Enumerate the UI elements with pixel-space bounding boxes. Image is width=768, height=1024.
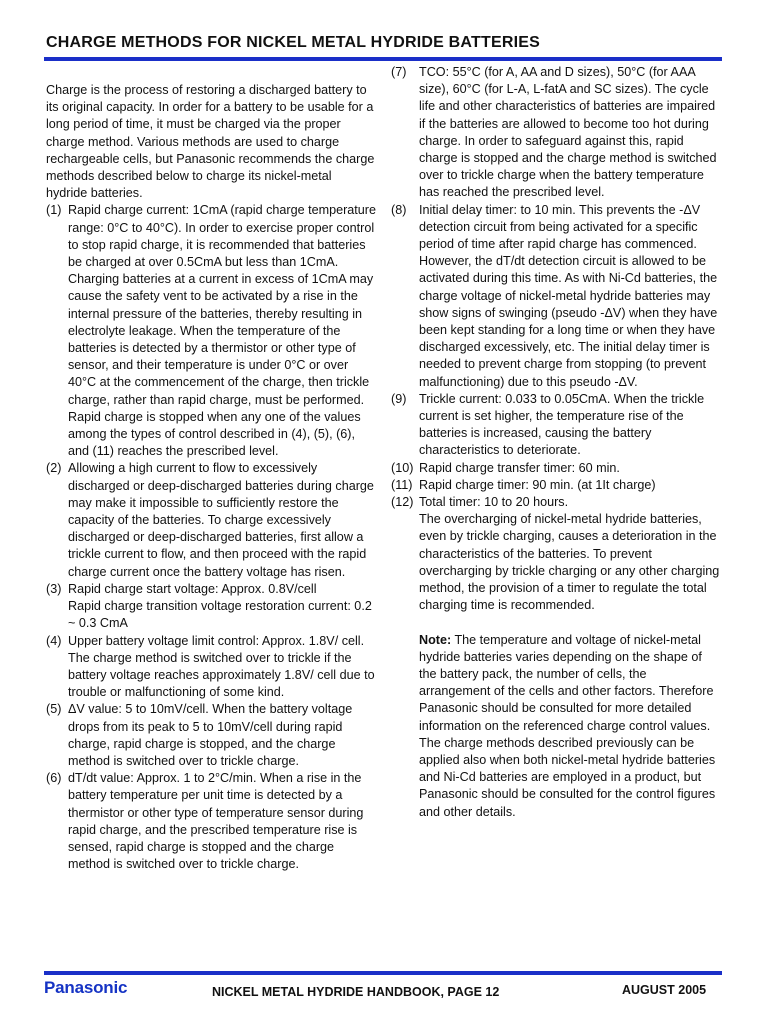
item-text: Allowing a high current to flow to excessively discharged or deep-discharged batteries during charge may make it impossible to sufficiently restore the capacity of the batteries. To charge excessively discharged or deep-discharged batteries, first allow a trickle current to flow, and then proceed with the rapid charge current once the battery voltage has risen. <box>68 461 374 579</box>
item-text: Trickle current: 0.033 to 0.05CmA. When the trickle current is set higher, the temperature rise of the batteries is increased, causing the battery characteristics to deteriorate. <box>419 391 705 458</box>
item-text: Total timer: 10 to 20 hours. <box>419 495 569 510</box>
item-text: ΔV value: 5 to 10mV/cell. When the battery voltage drops from its peak to 5 to 10mV/cell during rapid charge, rapid charge is stopped, and the charge method is switched over to trickle charge. <box>68 702 353 768</box>
list-item-5 <box>46 701 376 770</box>
list-item-3 <box>46 581 376 633</box>
item-number: (8) <box>391 202 407 217</box>
item-text: Upper battery voltage limit control: Approx. 1.8V/ cell. The charge method is switched over to trickle if the battery voltage reaches approximately 1.8V/ cell due to trouble or malfunctioning of some kind. <box>68 633 375 700</box>
item-text: dT/dt value: Approx. 1 to 2°C/min. When a rise in the battery temperature per unit time is detected by a thermistor or other type of temperature sensor during rapid charge, and the prescribed temperature rise is sensed, rapid charge is stopped and the charge method is switched over to trickle charge. <box>68 771 364 872</box>
list-item-7 <box>391 64 721 202</box>
list-item-8 <box>391 202 721 391</box>
note-paragraph <box>391 632 721 821</box>
item-number: (5) <box>46 702 62 717</box>
item-number: (1) <box>46 203 62 218</box>
note-text: The temperature and voltage of nickel-metal hydride batteries varies depending on the shape of the battery pack, the number of cells, the arrangement of the cells and other factors. Therefore Panasonic should be consulted for more detailed information on the referenced charge control values. The charge methods described previously can be applied also when both nickel-metal hydride batteries and Ni-Cd batteries are employed in a product, but Panasonic should be consulted for the control figures and other details. <box>419 632 716 819</box>
item-number: (10) <box>391 460 414 475</box>
note-label: Note: <box>419 632 452 647</box>
list-item-6 <box>46 770 376 873</box>
item-text: Rapid charge transfer timer: 60 min. <box>419 460 620 475</box>
list-item-1 <box>46 202 376 460</box>
item-number: (9) <box>391 391 407 406</box>
item-text-line: Rapid charge start voltage: Approx. 0.8V/cell <box>68 581 317 596</box>
footer-rule <box>44 971 722 975</box>
footer-date: AUGUST 2005 <box>622 983 707 997</box>
list-item-9 <box>391 391 721 460</box>
item-number: (6) <box>46 771 62 786</box>
overcharge-paragraph: The overcharging of nickel-metal hydride batteries, even by trickle charging, causes a deterioration in the characteristics of the batteries. To prevent overcharging by trickle charging or any other charging method, the provision of a timer to regulate the total charging time is recommended. <box>419 512 720 613</box>
left-column <box>46 82 376 873</box>
item-number: (2) <box>46 461 62 476</box>
item-text: Initial delay timer: to 10 min. This prevents the -ΔV detection circuit from being activated for a specific period of time after rapid charge has commenced. However, the dT/dt detection circuit is allowed to be activated during this time. As with Ni-Cd batteries, the charge voltage of nickel-metal hydride batteries may show signs of swinging (pseudo -ΔV) when they have been kept standing for a long time or when they have discharged excessively, etc. The initial delay timer is needed to prevent charge from stopping (to prevent malfunctioning) due to this pseudo -ΔV. <box>419 202 718 389</box>
footer-page-label: NICKEL METAL HYDRIDE HANDBOOK, PAGE 12 <box>212 985 500 999</box>
header-rule <box>44 57 722 61</box>
right-column <box>391 64 721 833</box>
list-item-11 <box>391 477 721 494</box>
item-number: (4) <box>46 633 62 648</box>
intro-paragraph: Charge is the process of restoring a discharged battery to its original capacity. In order for a battery to be usable for a long period of time, it must be charged via the proper charge method. Various methods are used to charge rechargeable cells, but Panasonic recommends the charge methods described below to charge its nickel-metal hydride batteries. <box>46 83 375 201</box>
item-number: (7) <box>391 65 407 79</box>
page-title: CHARGE METHODS FOR NICKEL METAL HYDRIDE BATTERIES <box>46 34 540 51</box>
list-item-4 <box>46 633 376 702</box>
item-text-line: Rapid charge transition voltage restoration current: 0.2 ~ 0.3 CmA <box>68 599 372 631</box>
item-text: Rapid charge current: 1CmA (rapid charge temperature range: 0°C to 40°C). In order to exercise proper control to stop rapid charge, it is recommended that batteries be charged at over 0.5CmA but less than 1CmA. Charging batteries at a current in excess of 1CmA may cause the safety vent to be activated by a rise in the internal pressure of the batteries, thereby resulting in electrolyte leakage. When the temperature of the batteries is detected by a thermistor or other type of sensor, and their temperature is under 0°C or over 40°C at the commencement of the charge, then trickle charge, rather than rapid charge, must be performed. Rapid charge is stopped when any one of the values among the types of control described in (4), (5), (6), and (11) reaches the prescribed level. <box>68 203 376 459</box>
item-text: TCO: 55°C (for A, AA and D sizes), 50°C (for AAA size), 60°C (for L-A, L-fatA and SC sizes). The cycle life and other characteristics of batteries are impaired if the batteries are allowed to become too hot during charge. In order to safeguard against this, rapid charge is stopped and the charge method is switched over to trickle charge when the battery temperature has reached the prescribed level. <box>419 65 717 200</box>
list-item-12 <box>391 494 721 511</box>
panasonic-logo: Panasonic <box>44 978 128 997</box>
item-number: (3) <box>46 581 62 596</box>
item-number: (12) <box>391 495 414 510</box>
item-number: (11) <box>391 477 413 492</box>
list-item-2 <box>46 460 376 580</box>
list-item-10 <box>391 460 721 477</box>
item-text: Rapid charge timer: 90 min. (at 1It charge) <box>419 477 656 492</box>
